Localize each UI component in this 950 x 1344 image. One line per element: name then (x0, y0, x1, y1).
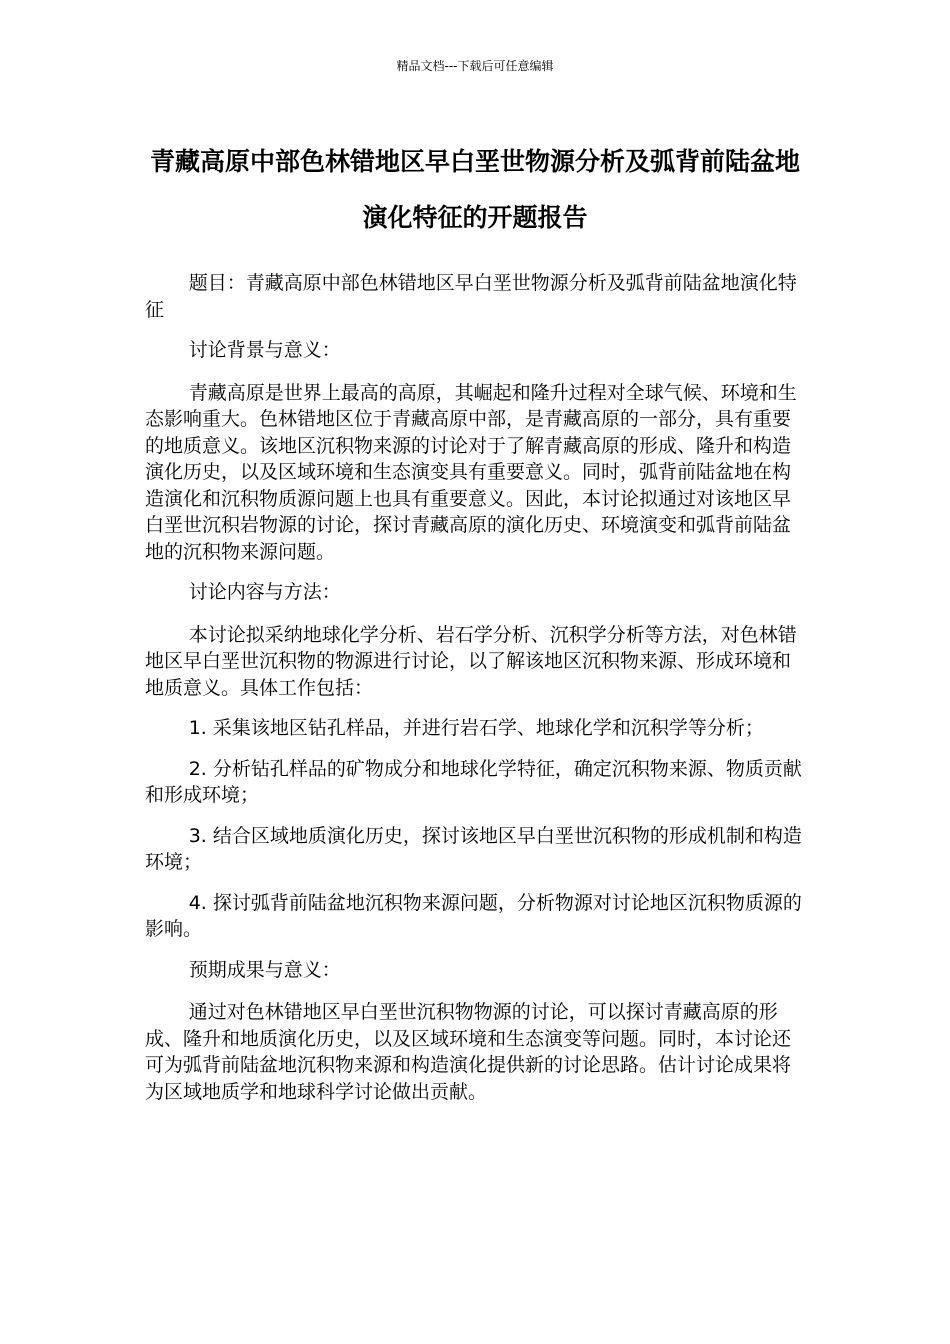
section-heading-methods: 讨论内容与方法： (188, 581, 341, 603)
method-item-4: 4. 探讨弧背前陆盆地沉积物来源问题，分析物源对讨论地区沉积物质源的影响。 (145, 891, 802, 940)
section-heading-outcomes: 预期成果与意义： (188, 958, 341, 981)
document-body (145, 270, 805, 1119)
outcomes-paragraph: 通过对色林错地区早白垩世沉积物物源的讨论，可以探讨青藏高原的形成、隆升和地质演化历史，以及区域环境和生态演变等问题。同时，本讨论还可为弧背前陆盆地沉积物来源和构造演化提供新的讨论思路。估计讨论成果将为区域地质学和地球科学讨论做出贡献。 (145, 1001, 792, 1103)
method-item-2: 2. 分析钻孔样品的矿物成分和地球化学特征，确定沉积物来源、物质贡献和形成环境； (145, 757, 802, 806)
method-item-3: 3. 结合区域地质演化历史，探讨该地区早白垩世沉积物的形成机制和构造环境； (145, 824, 802, 873)
section-heading-background: 讨论背景与意义： (188, 339, 341, 361)
background-paragraph: 青藏高原是世界上最高的高原，其崛起和隆升过程对全球气候、环境和生态影响重大。色林错地区位于青藏高原中部，是青藏高原的一部分，具有重要的地质意义。该地区沉积物来源的讨论对于了解青藏高原的形成、隆升和构造演化历史，以及区域环境和生态演变具有重要意义。同时，弧背前陆盆地在构造演化和沉积物质源问题上也具有重要意义。因此，本讨论拟通过对该地区早白垩世沉积岩物源的讨论，探讨青藏高原的演化历史、环境演变和弧背前陆盆地的沉积物来源问题。 (145, 381, 797, 563)
methods-paragraph: 本讨论拟采纳地球化学分析、岩石学分析、沉积学分析等方法，对色林错地区早白垩世沉积物的物源进行讨论，以了解该地区沉积物来源、形成环境和地质意义。具体工作包括： (145, 623, 797, 699)
topic-paragraph: 题目：青藏高原中部色林错地区早白垩世物源分析及弧背前陆盆地演化特征 (145, 272, 797, 321)
header-note: 精品文档---下载后可任意编辑 (396, 59, 554, 73)
method-item-1: 1. 采集该地区钻孔样品，并进行岩石学、地球化学和沉积学等分析； (188, 717, 764, 739)
document-title: 青藏高原中部色林错地区早白垩世物源分析及弧背前陆盆地演化特征的开题报告 (149, 147, 800, 232)
